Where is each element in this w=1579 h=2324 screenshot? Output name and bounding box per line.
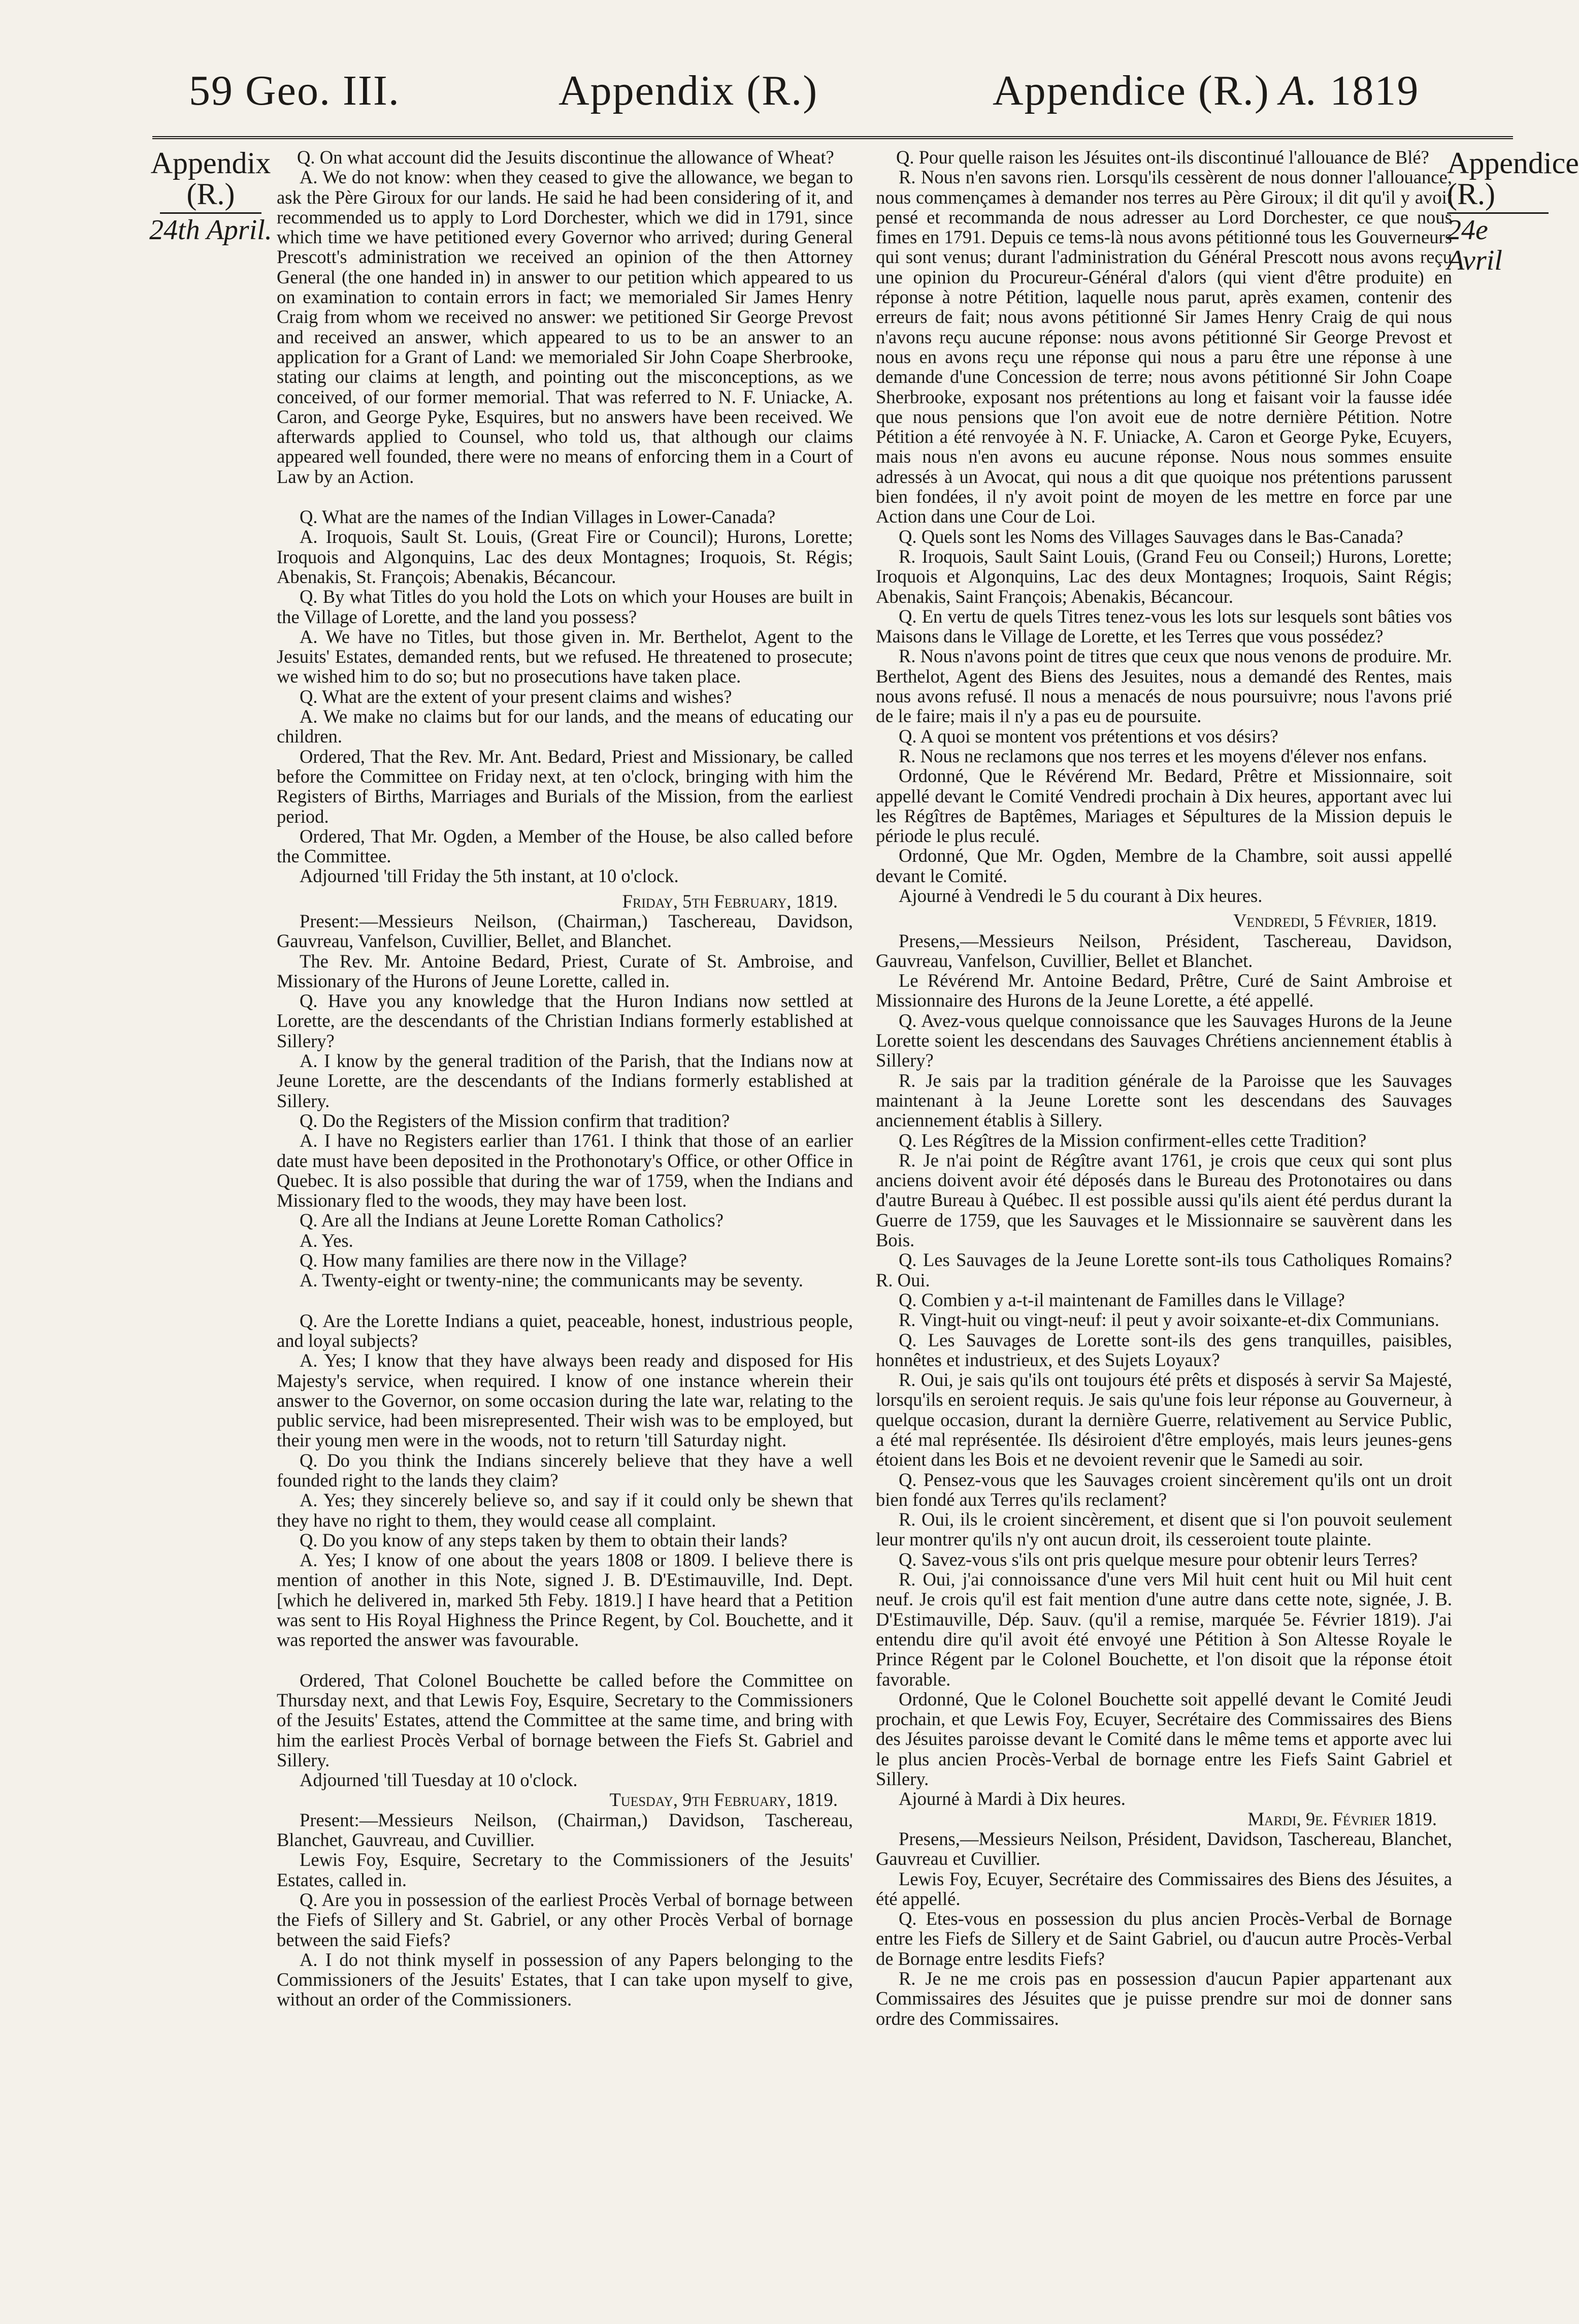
answer: A. We make no claims but for our lands, and the means of educating our children. [277, 706, 853, 747]
question: Q. En vertu de quels Titres tenez-vous les lots sur lesquels sont bâties vos Maisons dans le Village de Lorette, et les Terres que vous possédez? [876, 605, 1452, 647]
answer: R. Iroquois, Sault Saint Louis, (Grand Feu ou Conseil;) Hurons, Lorette; Iroquois et Algonquins, Lac des deux Montagnes; Iroquois, Saint Régis; Abenakis, Saint François; Abenakis, Bécancour. [876, 545, 1452, 607]
session-label: 59 Geo. III. [189, 67, 400, 114]
question: Q. How many families are there now in the Village? [300, 1250, 687, 1271]
witness-called: Lewis Foy, Ecuyer, Secrétaire des Commissaires des Biens des Jésuites, a été appellé. [876, 1868, 1452, 1909]
margin-appendice-letter: (R.) [1447, 177, 1495, 211]
order: Ordonné, Que le Colonel Bouchette soit appellé devant le Comité Jeudi prochain, et que Lewis Foy, Ecuyer, Secrétaire des Commissaires des Biens des Jésuites paroisse devant le Comité dans le même tems et apporte avec lui le plus ancien Procès-Verbal de bornage entre les Fiefs Saint Gabriel et Sillery. [876, 1688, 1452, 1790]
answer: A. Yes; I know that they have always been ready and disposed for His Majesty's service, when required. I know of one instance wherein their answer to the Governor, on some occasion during the late war, relating to the public service, had been misrepresented. Their wish was to be employed, but their young men were in the woods, not to return 'till Saturday night. [277, 1350, 853, 1451]
question: Q. Pensez-vous que les Sauvages croient sincèrement qu'ils ont un droit bien fondé aux Terres qu'ils reclament? [876, 1469, 1452, 1510]
question: Q. Les Régîtres de la Mission confirment-elles cette Tradition? [899, 1129, 1367, 1151]
year-value: 1819 [1330, 67, 1420, 114]
answer: A. Yes; they sincerely believe so, and say if it could only be shewn that they have no right to them, they would cease all complaint. [277, 1490, 853, 1531]
adjournment: Ajourné à Vendredi le 5 du courant à Dix heures. [899, 885, 1263, 906]
answer: A. I have no Registers earlier than 1761. I think that those of an earlier date must have been deposited in the Prothonotary's Office, or other Office in Quebec. It is also possible that during the war of 1759, when the Indians and Missionary fled to the woods, they may have been lost. [277, 1130, 853, 1211]
answer: R. Oui, j'ai connoissance d'une vers Mil huit cent huit ou Mil huit cent neuf. Je crois qu'il est fait mention d'une autre dans cette note, signée, J. B. D'Estimauville, Dép. Sauv. (qu'il a remise, marquée 5e. Février 1819). J'ai entendu dire qu'il avoit été envoyé une Pétition à Son Altesse Royale le Prince Régent par le Colonel Bouchette, et l'on disoit que la réponse étoit favorable. [876, 1569, 1452, 1690]
order: Ordered, That Colonel Bouchette be called before the Committee on Thursday next, and that Lewis Foy, Esquire, Secretary to the Commissioners of the Jesuits' Estates, attend the Committee at the same time, and bring with him the earliest Procès Verbal of bornage between the Fiefs St. Gabriel and Sillery. [277, 1669, 853, 1770]
order: Ordered, That Mr. Ogden, a Member of the House, be also called before the Committee. [277, 825, 853, 867]
question: Q. Etes-vous en possession du plus ancien Procès-Verbal de Bornage entre les Fiefs de Sillery et de Saint Gabriel, ou d'aucun autre Procès-Verbal de Bornage entre lesdits Fiefs? [876, 1908, 1452, 1969]
running-header [0, 66, 1522, 122]
witness-called: The Rev. Mr. Antoine Bedard, Priest, Curate of St. Ambroise, and Missionary of the Hurons of Jeune Lorette, called in. [277, 950, 853, 991]
session-date: Mardi, 9e. Février 1819. [1247, 1808, 1437, 1829]
answer: A. I know by the general tradition of the Parish, that the Indians now at Jeune Lorette, are the descendants of the Indians formerly established at Sillery. [277, 1050, 853, 1111]
question: Q. Quels sont les Noms des Villages Sauvages dans le Bas-Canada? [899, 526, 1403, 547]
present-members: Present:—Messieurs Neilson, (Chairman,) Taschereau, Davidson, Gauvreau, Vanfelson, Cuvillier, Bellet, and Blanchet. [277, 910, 853, 952]
margin-appendix-letter: (R.) [186, 177, 235, 211]
header-rule [152, 136, 1513, 139]
year-prefix: A. [1279, 67, 1319, 114]
question: Q. Are you in possession of the earliest Procès Verbal of bornage between the Fiefs of Sillery and St. Gabriel, or any other Procès Verbal of bornage between the said Fiefs? [277, 1889, 853, 1950]
question: Q. Do the Registers of the Mission confirm that tradition? [300, 1110, 730, 1131]
margin-date: 24th April. [149, 214, 272, 246]
question: Q. Are all the Indians at Jeune Lorette Roman Catholics? [300, 1210, 723, 1231]
adjournment: Adjourned 'till Friday the 5th instant, at 10 o'clock. [300, 865, 679, 887]
english-column [277, 147, 853, 2311]
answer: A. Yes. [300, 1230, 353, 1251]
question: Q. Have you any knowledge that the Huron Indians now settled at Lorette, are the descendants of the Christian Indians formerly established at Sillery? [277, 990, 853, 1051]
adjournment: Adjourned 'till Tuesday at 10 o'clock. [300, 1769, 578, 1791]
answer: A. Yes; I know of one about the years 1808 or 1809. I believe there is mention of another in this Note, signed J. B. D'Estimauville, Ind. Dept. [which he delivered in, marked 5th Feby. 1819.] I have heard that a Petition was sent to His Royal Highness the Prince Regent, by Col. Bouchette, and it was reported the answer was favourable. [277, 1550, 853, 1651]
question: Q. Avez-vous quelque connoissance que les Sauvages Hurons de la Jeune Lorette soient les descendans des Sauvages Chrétiens anciennement établis à Sillery? [876, 1010, 1452, 1071]
margin-note-right [1447, 146, 1579, 276]
appendix-title-english: Appendix (R.) [558, 67, 818, 114]
question: Q. What are the extent of your present claims and wishes? [300, 686, 732, 707]
question: Q. On what account did the Jesuits discontinue the allowance of Wheat? [297, 147, 834, 168]
question: Q. Savez-vous s'ils ont pris quelque mesure pour obtenir leurs Terres? [899, 1548, 1418, 1570]
witness-called: Lewis Foy, Esquire, Secretary to the Commissioners of the Jesuits' Estates, called in. [277, 1849, 853, 1890]
margin-appendix-label: Appendix [150, 146, 271, 180]
answer: R. Nous n'en savons rien. Lorsqu'ils cessèrent de nous donner l'allouance, nous commençames à demander nos terres au Père Giroux; il dit qu'il y avoit pensé et recommanda de nous adresser au Lord Dorchester, ce que nous fimes en 1791. Depuis ce tems-là nous avons pétitionné tous les Gouverneurs qui sont venus; durant l'administration du Général Prescott nous avons reçu une opinion du Procureur-Général d'alors (qui vient d'être produite) en réponse à notre Pétition, laquelle nous parut, après examen, contenir des erreurs de fait; nous avons pétitionné Sir James Henry Craig de qui nous n'avons reçu aucune réponse: nous avons pétitionné Sir George Prevost et nous en avons reçu une réponse qui nous a paru être une réponse à une demande d'une Concession de terre; nous avons pétitionné Sir John Coape Sherbrooke, exposant nos prétentions au long et faisant voir la fausse idée que nous pensions que l'on avoit eue de notre dernière Pétition. Notre Pétition a été renvoyée à N. F. Uniacke, A. Caron et George Pyke, Ecuyers, mais nous n'en avons eu aucune réponse. Nous nous sommes ensuite adressés à un Avocat, qui nous a dit que quoique nos prétentions parussent bien fondées, il n'y avoit point de moyen de les mettre en force par une Action dans une Cour de Loi. [876, 167, 1452, 527]
answer: A. I do not think myself in possession of any Papers belonging to the Commissioners of the Jesuits' Estates, that I can take upon myself to give, without an order of the Commissioners. [277, 1949, 853, 2010]
order: Ordonné, Que Mr. Ogden, Membre de la Chambre, soit aussi appellé devant le Comité. [876, 845, 1452, 886]
question: Q. Do you know of any steps taken by them to obtain their lands? [300, 1529, 788, 1551]
session-date: Tuesday, 9th February, 1819. [609, 1789, 838, 1811]
appendix-title-french: Appendice (R.) [993, 67, 1270, 114]
margin-appendice-label: Appendice [1447, 146, 1579, 180]
adjournment: Ajourné à Mardi à Dix heures. [899, 1788, 1126, 1810]
year-label [1279, 66, 1419, 115]
present-members: Presens,—Messieurs Neilson, Président, Taschereau, Davidson, Gauvreau, Vanfelson, Cuvillier, Bellet et Blanchet. [876, 930, 1452, 971]
present-members: Present:—Messieurs Neilson, (Chairman,) Davidson, Taschereau, Blanchet, Gauvreau, and Cuvillier. [277, 1809, 853, 1851]
witness-called: Le Révérend Mr. Antoine Bedard, Prêtre, Curé de Saint Ambroise et Missionnaire des Hurons de la Jeune Lorette, a été appellé. [876, 970, 1452, 1011]
answer: R. Vingt-huit ou vingt-neuf: il peut y avoir soixante-et-dix Communians. [899, 1309, 1439, 1331]
answer: A. Twenty-eight or twenty-nine; the communicants may be seventy. [300, 1270, 803, 1291]
answer: R. Je sais par la tradition générale de la Paroisse que les Sauvages maintenant à la Jeune Lorette sont les descendans des Sauvages anciennement établis à Sillery. [876, 1070, 1452, 1131]
french-column [876, 147, 1452, 2311]
question: Q. Do you think the Indians sincerely believe that they have a well founded right to the lands they claim? [277, 1449, 853, 1491]
answer: A. We do not know: when they ceased to give the allowance, we began to ask the Père Giroux for our lands. He said he had been considering of it, and recommended us to apply to Lord Dorchester, which we did in 1791, since which time we have petitioned every Governor who arrived; during General Prescott's administration we received an opinion of the then Attorney General (the one handed in) in answer to our petition which appeared to us on examination to contain errors in fact; we memorialed Sir James Henry Craig from whom we received no answer: we petitioned Sir George Prevost and received an answer, which appeared to us to be an answer to an application for a Grant of Land: we memorialed Sir John Coape Sherbrooke, stating our claims at length, and pointing out the misconceptions, as we conceived, of our former memorial. That was referred to N. F. Uniacke, A. Caron, and George Pyke, Esquires, but no answers have been received. We afterwards applied to Counsel, who told us, that although our claims appeared well founded, there were no means of enforcing them in a Court of Law by an Action. [277, 167, 853, 487]
question: Q. Les Sauvages de Lorette sont-ils des gens tranquilles, paisibles, honnêtes et industrieux, et des Sujets Loyaux? [876, 1329, 1452, 1370]
answer: R. Nous n'avons point de titres que ceux que nous venons de produire. Mr. Berthelot, Agent des Biens des Jesuites, nous a demandé des Rentes, mais nous avons refusé. Il nous a menacés de nous poursuivre; nous l'avons prié de le faire; mais il n'y a pas eu de poursuite. [876, 645, 1452, 727]
margin-date: 24e Avril [1447, 214, 1502, 276]
answer: A. We have no Titles, but those given in. Mr. Berthelot, Agent to the Jesuits' Estates, demanded rents, but we refused. He threatened to prosecute; we wished him to do so; but no prosecutions have taken place. [277, 626, 853, 687]
session-date: Friday, 5th February, 1819. [622, 890, 838, 912]
question: Q. By what Titles do you hold the Lots on which your Houses are built in the Village of Lorette, and the land you possess? [277, 586, 853, 627]
margin-divider [1447, 212, 1549, 214]
order: Ordered, That the Rev. Mr. Ant. Bedard, Priest and Missionary, be called before the Committee on Friday next, at ten o'clock, bringing with him the Registers of Births, Marriages and Burials of the Mission, from the earliest period. [277, 746, 853, 827]
session-date: Vendredi, 5 Février, 1819. [1233, 910, 1437, 931]
answer: R. Oui, ils le croient sincèrement, et disent que si l'on pouvoit seulement leur montrer qu'ils n'y ont aucun droit, ils cesseroient toute plainte. [876, 1509, 1452, 1550]
question: Q. Combien y a-t-il maintenant de Familles dans le Village? [899, 1289, 1345, 1310]
answer: R. Je n'ai point de Régître avant 1761, je crois que ceux qui sont plus anciens doivent avoir été déposés dans le Bureau des Protonotaires ou dans d'autre Bureau à Québec. Il est possible aussi qu'ils aient été perdus durant la Guerre de 1759, que les Sauvages et le Missionnaire se sauvèrent dans les Bois. [876, 1149, 1452, 1251]
answer: R. Oui, je sais qu'ils ont toujours été prêts et disposés à servir Sa Majesté, lorsqu'ils en seroient requis. Je sais qu'une fois leur réponse au Gouverneur, à quelque occasion, durant la dernière Guerre, relativement au Service Public, a été mal représentée. Ils désiroient d'être employés, mais leurs jeunes-gens étoient dans les Bois et ne devoient revenir que le Samedi au soir. [876, 1369, 1452, 1470]
question: Q. Pour quelle raison les Jésuites ont-ils discontinué l'allouance de Blé? [896, 147, 1429, 168]
margin-divider [160, 212, 261, 214]
question: Q. A quoi se montent vos prétentions et vos désirs? [899, 725, 1278, 747]
answer: A. Iroquois, Sault St. Louis, (Great Fire or Council); Hurons, Lorette; Iroquois and Algonquins, Lac des deux Montagnes; Iroquois, St. Régis; Abenakis, St. François; Abenakis, Bécancour. [277, 526, 853, 587]
question: Q. What are the names of the Indian Villages in Lower-Canada? [300, 506, 776, 528]
answer: R. Nous ne reclamons que nos terres et les moyens d'élever nos enfans. [899, 745, 1427, 766]
answer: R. Je ne me crois pas en possession d'aucun Papier appartenant aux Commissaires des Jésuites que je puisse prendre sur moi de donner sans ordre des Commissaires. [876, 1968, 1452, 2029]
margin-note-left [147, 147, 274, 245]
question: Q. Are the Lorette Indians a quiet, peaceable, honest, industrious people, and loyal subjects? [277, 1310, 853, 1351]
order: Ordonné, Que le Révérend Mr. Bedard, Prêtre et Missionnaire, soit appellé devant le Comité Vendredi prochain à Dix heures, apportant avec lui les Régîtres de Baptêmes, Mariages et Sépultures de la Mission depuis le période le plus reculé. [876, 765, 1452, 847]
question: Q. Les Sauvages de la Jeune Lorette sont-ils tous Catholiques Romains? R. Oui. [876, 1249, 1452, 1290]
present-members: Presens,—Messieurs Neilson, Président, Davidson, Taschereau, Blanchet, Gauvreau et Cuvillier. [876, 1828, 1452, 1869]
